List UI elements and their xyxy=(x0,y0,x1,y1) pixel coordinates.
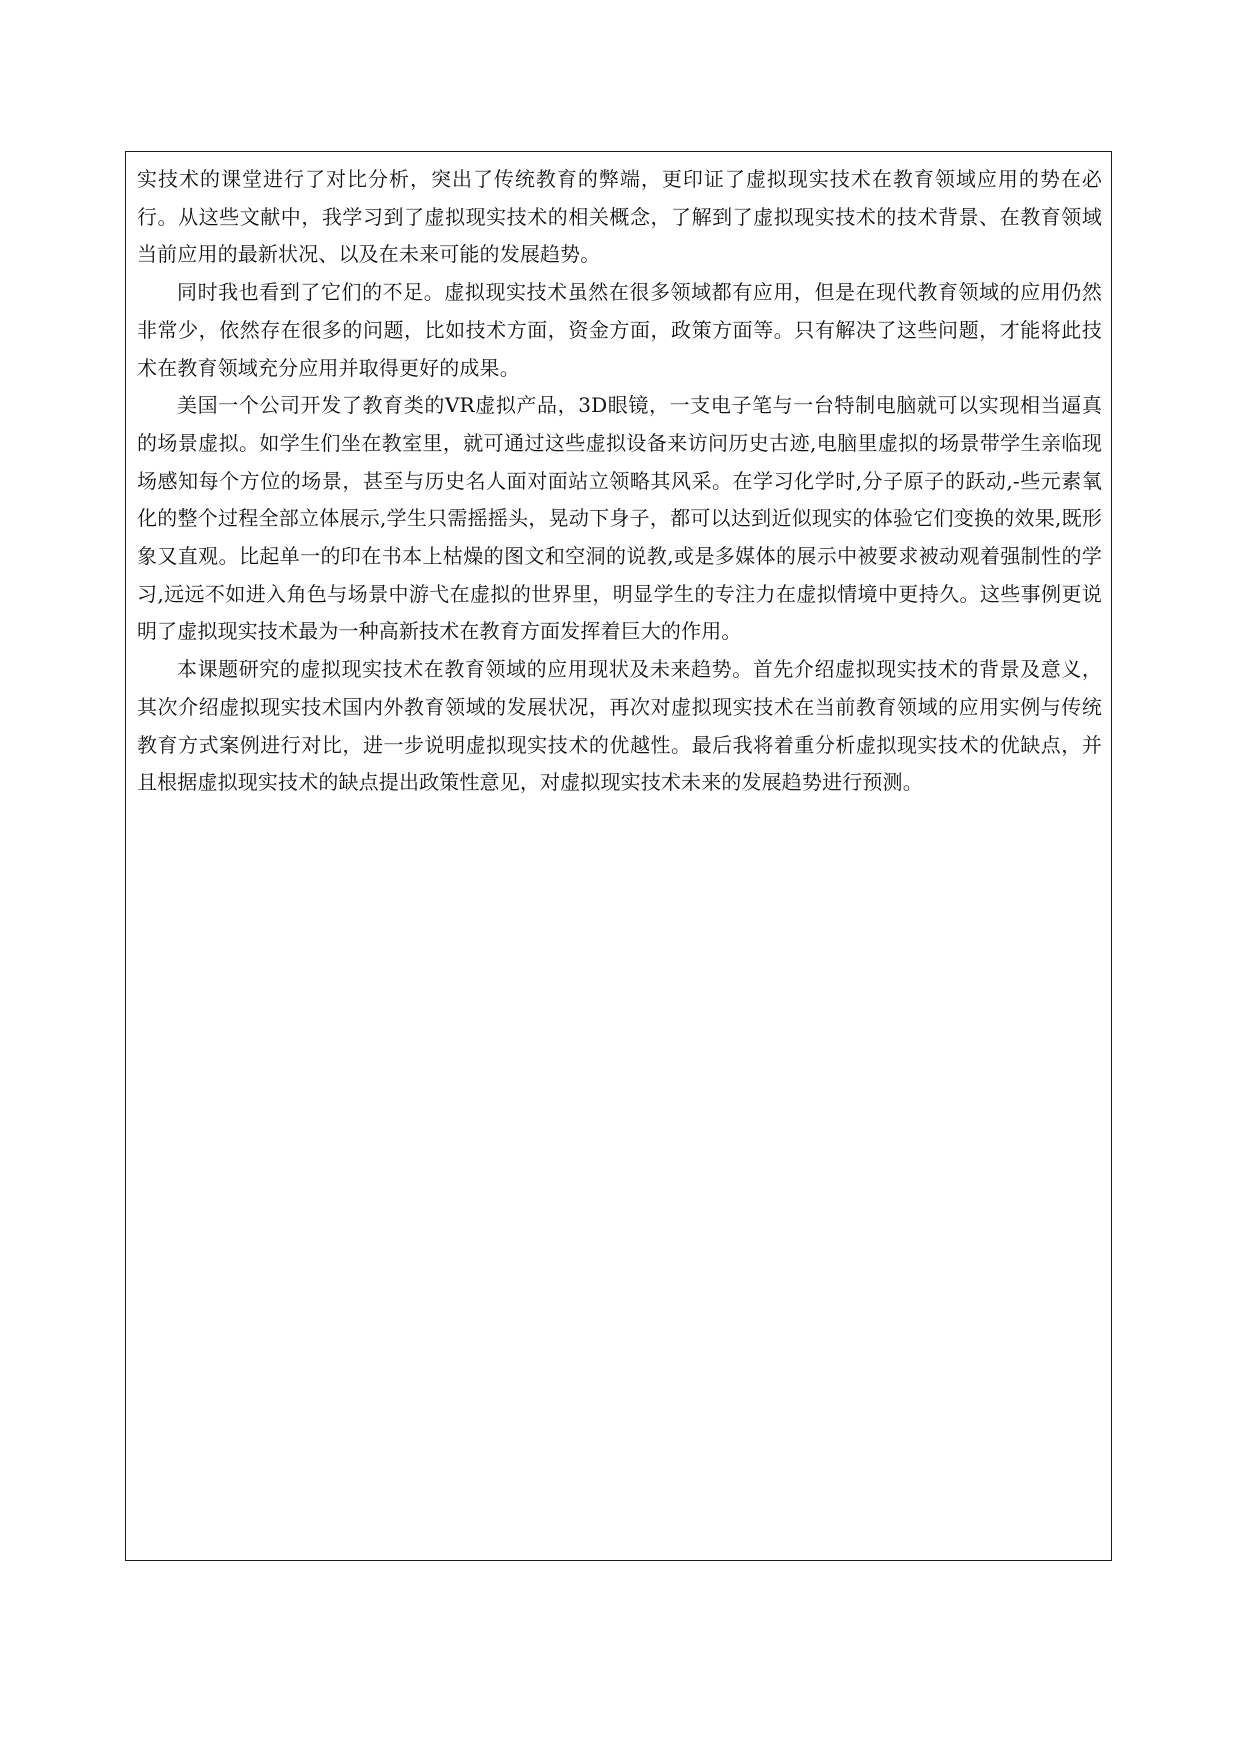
line: 子的跃动,-些元素氧化的整个过程全部立体展示,学生只需摇摇头，晃动下身子，都可以达到近似现实 xyxy=(137,468,1102,531)
document-body xyxy=(137,161,1102,802)
line: 当逼真的场景虚拟。如学生们坐在教室里，就可通过这些虚拟设备来访问历史古迹,电脑里虚拟的场景 xyxy=(137,393,1102,455)
line: 才能将此技术在教育领域充分应用并取得更好的成果。 xyxy=(137,317,1102,380)
line: 美国一个公司开发了教育类的VR虚拟产品，3D眼镜，一支电子笔与一台特制电脑就可以实现相 xyxy=(177,393,1041,418)
line: 专注力在虚拟情境中更持久。这些事例更说明了虚拟现实技术最为一种高新技术在教育方面发挥着巨 xyxy=(137,581,1102,644)
paragraph-3 xyxy=(137,387,1102,651)
line: 意义，其次介绍虚拟现实技术国内外教育领域的发展状况，再次对虚拟现实技术在当前教育领域的应 xyxy=(137,657,1102,719)
line: 本课题研究的虚拟现实技术在教育领域的应用现状及未来趋势。首先介绍虚拟现实技术的背景及 xyxy=(177,657,1041,682)
line: 用仍然非常少，依然存在很多的问题，比如技术方面，资金方面，政策方面等。只有解决了这些问题， xyxy=(137,280,1102,342)
line: 实技术的课堂进行了对比分析，突出了传统教育的弊端，更印证了虚拟现实技术在教育领域应用的势 xyxy=(137,167,1061,191)
paragraph-4 xyxy=(137,651,1102,802)
line: 的展示中被要求被动观着强制性的学习,远远不如进入角色与场景中游弋在虚拟的世界里，明显学生的 xyxy=(137,544,1102,606)
paragraph-1 xyxy=(137,161,1102,274)
line: 在教育领域当前应用的最新状况、以及在未来可能的发展趋势。 xyxy=(137,204,1102,267)
line: 同时我也看到了它们的不足。虚拟现实技术虽然在很多领域都有应用，但是在现代教育领域的应 xyxy=(177,280,1041,305)
line: 带学生亲临现场感知每个方位的场景，甚至与历史名人面对面站立领略其风采。在学习化学时,分子原 xyxy=(137,430,1102,493)
line: 实技术的优缺点，并且根据虚拟现实技术的缺点提出政策性意见，对虚拟现实技术未来的发展趋势进 xyxy=(137,732,1103,795)
paragraph-2 xyxy=(137,274,1102,387)
line: 大的作用。 xyxy=(640,619,742,644)
line: 行预测。 xyxy=(842,770,923,795)
line: 在必行。从这些文献中，我学习到了虚拟现实技术的相关概念，了解到了虚拟现实技术的技术背景、 xyxy=(137,167,1102,229)
line: 的体验它们变换的效果,既形象又直观。比起单一的印在书本上枯燥的图文和空洞的说教,或是多媒体 xyxy=(137,506,1102,569)
line: 用实例与传统教育方式案例进行对比，进一步说明虚拟现实技术的优越性。最后我将着重分析虚拟现 xyxy=(137,694,1102,757)
